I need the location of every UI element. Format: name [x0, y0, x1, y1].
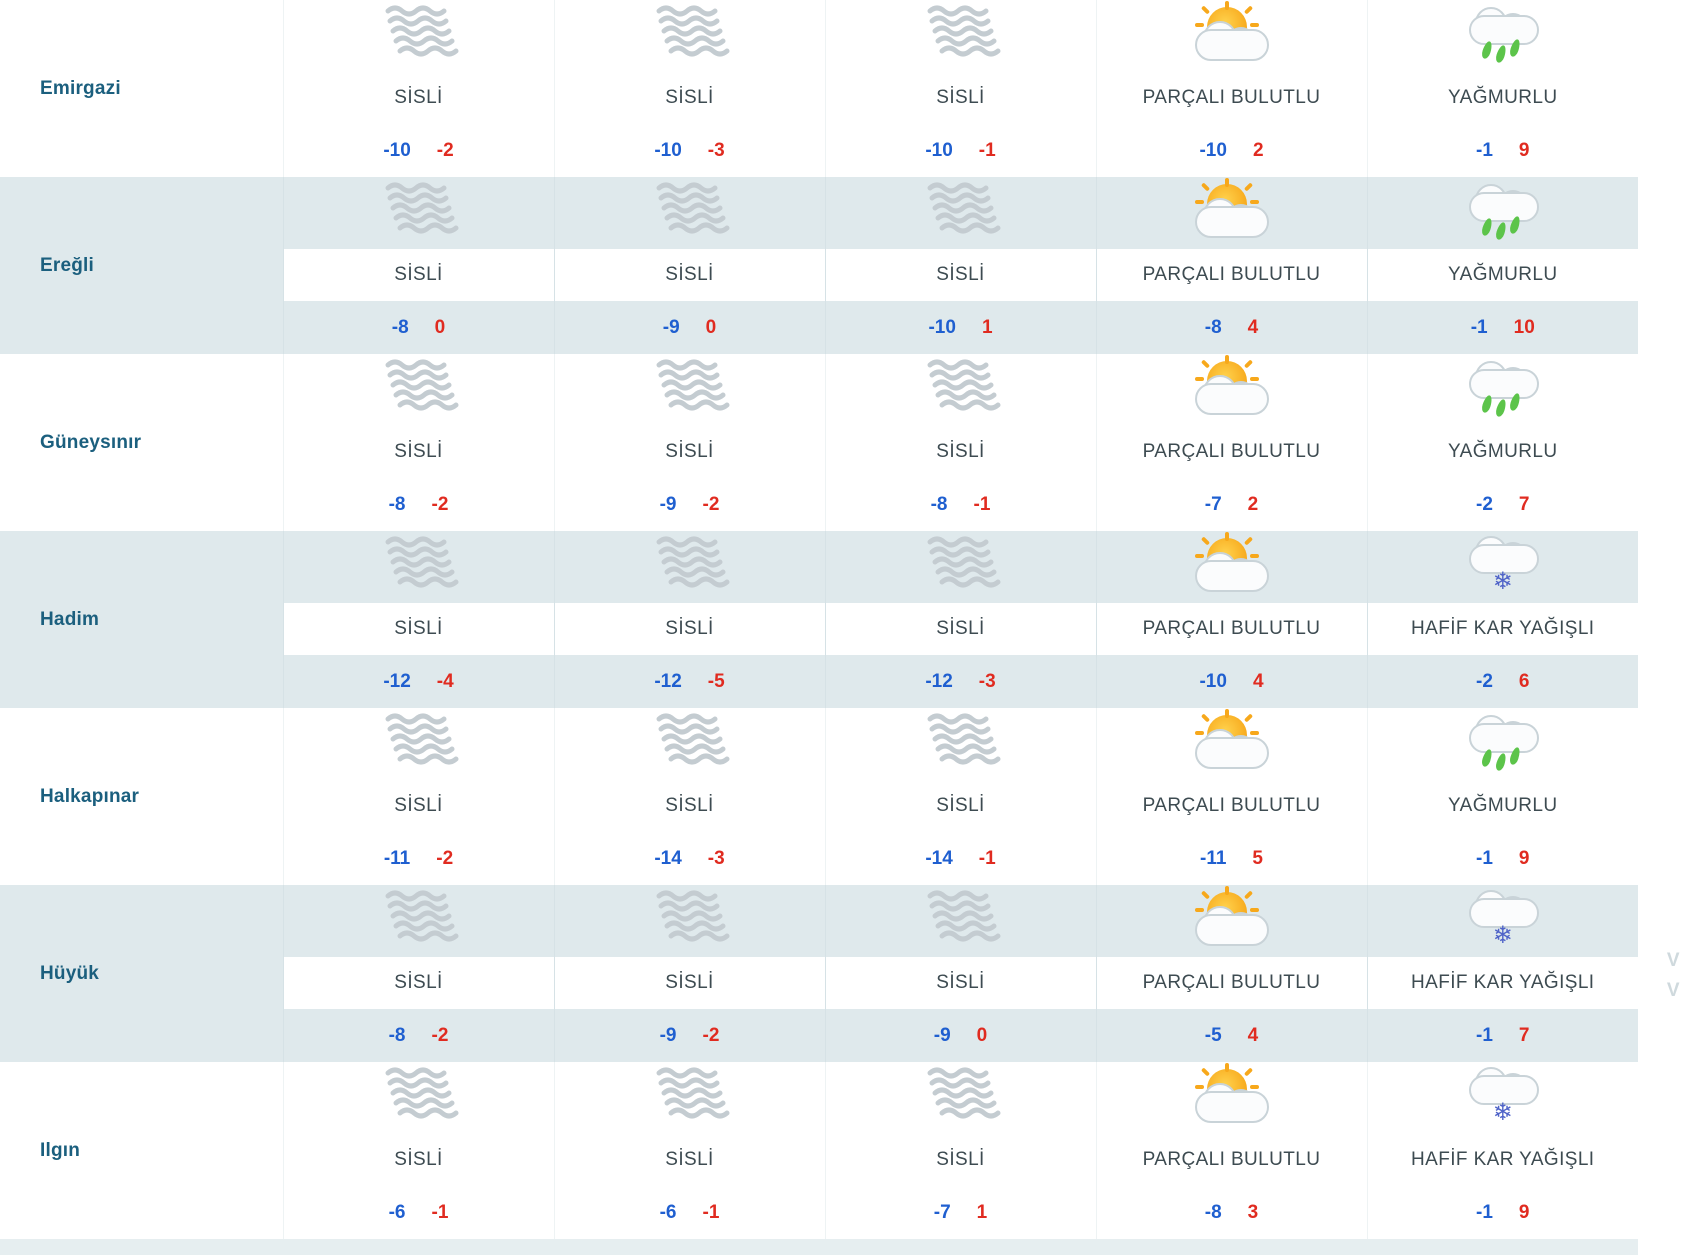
- fog-icon: [653, 359, 727, 421]
- max-temperature: -1: [978, 139, 996, 161]
- fog-icon: [653, 1067, 727, 1129]
- edge-label-line1: V: [1666, 950, 1680, 971]
- weather-description: PARÇALI BULUTLU: [1142, 1149, 1321, 1170]
- forecast-cell: [825, 177, 1096, 354]
- min-temperature: -11: [1200, 847, 1227, 869]
- forecast-cell: [825, 354, 1096, 531]
- partly-cloudy-icon: [1189, 182, 1275, 244]
- min-temperature: -6: [659, 1201, 677, 1223]
- forecast-cell: [554, 1062, 825, 1239]
- fog-icon: [924, 182, 998, 244]
- fog-icon: [924, 713, 998, 775]
- forecast-cell: [825, 885, 1096, 1062]
- table-row: [0, 708, 1638, 885]
- weather-icon-band: [826, 177, 1096, 249]
- temperature-band: [1368, 1009, 1639, 1062]
- max-temperature: -3: [707, 847, 725, 869]
- min-temperature: -14: [925, 847, 953, 869]
- weather-description: HAFİF KAR YAĞIŞLI: [1368, 957, 1639, 1009]
- weather-icon-band: [1368, 885, 1639, 957]
- weather-icon-band: [284, 531, 554, 603]
- temperature-band: [1368, 301, 1639, 354]
- weather-description: PARÇALI BULUTLU: [1097, 249, 1367, 301]
- min-temperature: -12: [925, 670, 953, 692]
- min-temperature: -9: [659, 1024, 677, 1046]
- fog-icon: [653, 182, 727, 244]
- min-temperature: -8: [1204, 1201, 1222, 1223]
- min-temperature: -1: [1476, 139, 1493, 161]
- fog-icon: [382, 713, 456, 775]
- snow-icon: ❄: [1463, 1067, 1543, 1129]
- weather-icon-band: [555, 354, 825, 426]
- rain-icon: [1463, 5, 1543, 67]
- max-temperature: -1: [973, 493, 991, 515]
- table-row: [0, 531, 1638, 708]
- min-temperature: -2: [1476, 493, 1493, 515]
- fog-icon: [382, 182, 456, 244]
- forecast-cell: [825, 1062, 1096, 1239]
- rain-icon: [1463, 713, 1543, 775]
- weather-description: SİSLİ: [936, 87, 985, 108]
- max-temperature: -3: [707, 139, 725, 161]
- table-row: [0, 0, 1638, 177]
- weather-description: SİSLİ: [665, 795, 714, 816]
- temperature-band: [284, 1186, 554, 1239]
- weather-icon-band: [1097, 708, 1367, 780]
- min-temperature: -8: [388, 1024, 406, 1046]
- weather-icon-band: [284, 885, 554, 957]
- max-temperature: -3: [978, 670, 996, 692]
- max-temperature: 9: [1518, 1201, 1530, 1223]
- table-row: [0, 177, 1638, 354]
- weather-icon-band: [826, 0, 1096, 72]
- forecast-cell: [1096, 177, 1367, 354]
- temperature-band: [284, 655, 554, 708]
- temperature-band: [284, 478, 554, 531]
- weather-description: PARÇALI BULUTLU: [1142, 795, 1321, 816]
- temperature-band: [1097, 124, 1367, 177]
- fog-icon: [382, 1067, 456, 1129]
- city-name[interactable]: Hadim: [0, 531, 283, 708]
- max-temperature: 2: [1252, 139, 1264, 161]
- weather-icon-band: [826, 885, 1096, 957]
- weather-description: PARÇALI BULUTLU: [1097, 603, 1367, 655]
- weather-icon-band: [1097, 177, 1367, 249]
- weather-description: SİSLİ: [826, 957, 1096, 1009]
- temperature-band: [1097, 832, 1367, 885]
- weather-icon-band: [1097, 354, 1367, 426]
- max-temperature: 5: [1252, 847, 1263, 869]
- weather-description: SİSLİ: [284, 957, 554, 1009]
- forecast-cell: [1367, 885, 1638, 1062]
- max-temperature: 4: [1247, 316, 1259, 338]
- min-temperature: -1: [1476, 1024, 1493, 1046]
- forecast-cell: [554, 531, 825, 708]
- max-temperature: 3: [1247, 1201, 1259, 1223]
- max-temperature: 0: [976, 1024, 988, 1046]
- temperature-band: [1368, 655, 1639, 708]
- table-row: [0, 354, 1638, 531]
- max-temperature: 4: [1247, 1024, 1259, 1046]
- max-temperature: -4: [436, 670, 454, 692]
- snow-icon: ❄: [1463, 536, 1543, 598]
- weather-icon-band: [1097, 1062, 1367, 1134]
- max-temperature: 6: [1518, 670, 1530, 692]
- forecast-cell: [283, 531, 554, 708]
- city-name[interactable]: Ereğli: [0, 177, 283, 354]
- city-name[interactable]: Ilgın: [0, 1062, 283, 1239]
- city-name[interactable]: Hüyük: [0, 885, 283, 1062]
- temperature-band: [1097, 655, 1367, 708]
- forecast-cell: [1096, 531, 1367, 708]
- min-temperature: -12: [654, 670, 682, 692]
- forecast-cell: [1367, 0, 1638, 177]
- max-temperature: 9: [1518, 847, 1530, 869]
- temperature-band: [555, 301, 825, 354]
- forecast-cell: [1096, 0, 1367, 177]
- fog-icon: [382, 536, 456, 598]
- max-temperature: -2: [431, 493, 449, 515]
- weather-icon-band: [1368, 177, 1639, 249]
- temperature-band: [826, 478, 1096, 531]
- weather-description: SİSLİ: [284, 249, 554, 301]
- weather-icon-band: [284, 0, 554, 72]
- forecast-cell: [554, 0, 825, 177]
- max-temperature: -1: [431, 1201, 449, 1223]
- max-temperature: -2: [702, 1024, 720, 1046]
- forecast-cell: [1367, 531, 1638, 708]
- max-temperature: 0: [434, 316, 446, 338]
- weather-icon-band: [1368, 708, 1639, 780]
- weather-description: SİSLİ: [826, 603, 1096, 655]
- weather-icon-band: [284, 1062, 554, 1134]
- forecast-cell: [1096, 354, 1367, 531]
- forecast-cell: [554, 885, 825, 1062]
- max-temperature: -1: [702, 1201, 720, 1223]
- weather-icon-band: [1368, 531, 1639, 603]
- forecast-cell: [554, 177, 825, 354]
- min-temperature: -1: [1476, 847, 1493, 869]
- forecast-cell: [1367, 1062, 1638, 1239]
- weather-icon-band: [284, 177, 554, 249]
- temperature-band: [1097, 1009, 1367, 1062]
- max-temperature: -2: [436, 847, 454, 869]
- weather-icon-band: [284, 708, 554, 780]
- forecast-cell: [283, 885, 554, 1062]
- forecast-cell: [554, 708, 825, 885]
- min-temperature: -1: [1476, 1201, 1493, 1223]
- min-temperature: -11: [383, 847, 411, 869]
- max-temperature: 7: [1518, 1024, 1530, 1046]
- weather-description: PARÇALI BULUTLU: [1142, 87, 1321, 108]
- forecast-cell: [283, 1062, 554, 1239]
- temperature-band: [826, 832, 1096, 885]
- min-temperature: -12: [383, 670, 411, 692]
- max-temperature: 2: [1247, 493, 1259, 515]
- max-temperature: 10: [1513, 316, 1535, 338]
- min-temperature: -1: [1470, 316, 1488, 338]
- forecast-cell: [283, 0, 554, 177]
- temperature-band: [1097, 478, 1367, 531]
- city-name[interactable]: Emirgazi: [0, 0, 283, 177]
- weather-description: YAĞMURLU: [1368, 249, 1639, 301]
- weather-description: YAĞMURLU: [1448, 87, 1558, 108]
- edge-label-line2: V: [1666, 980, 1680, 1001]
- city-name[interactable]: Halkapınar: [0, 708, 283, 885]
- min-temperature: -7: [933, 1201, 951, 1223]
- weather-description: SİSLİ: [665, 87, 714, 108]
- min-temperature: -7: [1204, 493, 1222, 515]
- weather-icon-band: [1368, 0, 1639, 72]
- forecast-cell: [283, 177, 554, 354]
- temperature-band: [826, 1186, 1096, 1239]
- partly-cloudy-icon: [1189, 359, 1275, 421]
- fog-icon: [653, 5, 727, 67]
- max-temperature: -1: [978, 847, 996, 869]
- max-temperature: -5: [707, 670, 725, 692]
- weather-description: SİSLİ: [555, 957, 825, 1009]
- city-name[interactable]: Güneysınır: [0, 354, 283, 531]
- min-temperature: -10: [654, 139, 682, 161]
- weather-description: YAĞMURLU: [1448, 441, 1558, 462]
- fog-icon: [924, 5, 998, 67]
- temperature-band: [1368, 1186, 1639, 1239]
- forecast-cell: [825, 531, 1096, 708]
- weather-description: SİSLİ: [555, 249, 825, 301]
- temperature-band: [284, 124, 554, 177]
- temperature-band: [1368, 124, 1639, 177]
- temperature-band: [826, 655, 1096, 708]
- fog-icon: [653, 713, 727, 775]
- max-temperature: 9: [1518, 139, 1530, 161]
- forecast-cell: [1367, 708, 1638, 885]
- weather-description: PARÇALI BULUTLU: [1097, 957, 1367, 1009]
- max-temperature: 4: [1252, 670, 1264, 692]
- rain-icon: [1463, 182, 1543, 244]
- partly-cloudy-icon: [1189, 713, 1275, 775]
- weather-description: SİSLİ: [936, 1149, 985, 1170]
- weather-icon-band: [1097, 0, 1367, 72]
- weather-icon-band: [826, 1062, 1096, 1134]
- max-temperature: 7: [1518, 493, 1530, 515]
- weather-description: SİSLİ: [394, 795, 443, 816]
- weather-icon-band: [555, 1062, 825, 1134]
- forecast-cell: [283, 708, 554, 885]
- weather-icon-band: [555, 0, 825, 72]
- weather-description: SİSLİ: [936, 441, 985, 462]
- rain-icon: [1463, 359, 1543, 421]
- fog-icon: [382, 5, 456, 67]
- max-temperature: -2: [702, 493, 720, 515]
- fog-icon: [653, 890, 727, 952]
- temperature-band: [555, 124, 825, 177]
- min-temperature: -9: [933, 1024, 951, 1046]
- temperature-band: [555, 478, 825, 531]
- weather-description: SİSLİ: [665, 1149, 714, 1170]
- forecast-cell: [825, 708, 1096, 885]
- temperature-band: [555, 1186, 825, 1239]
- temperature-band: [284, 1009, 554, 1062]
- min-temperature: -8: [930, 493, 948, 515]
- min-temperature: -8: [1204, 316, 1222, 338]
- weather-icon-band: [555, 885, 825, 957]
- weather-description: SİSLİ: [394, 1149, 443, 1170]
- forecast-cell: [1367, 354, 1638, 531]
- weather-icon-band: [555, 708, 825, 780]
- min-temperature: -10: [1199, 139, 1227, 161]
- fog-icon: [924, 359, 998, 421]
- forecast-cell: [1367, 177, 1638, 354]
- forecast-cell: [1096, 885, 1367, 1062]
- min-temperature: -9: [659, 493, 677, 515]
- min-temperature: -8: [391, 316, 409, 338]
- forecast-cell: [554, 354, 825, 531]
- snow-icon: ❄: [1463, 890, 1543, 952]
- temperature-band: [1368, 478, 1639, 531]
- weather-description: YAĞMURLU: [1448, 795, 1558, 816]
- temperature-band: [284, 832, 554, 885]
- temperature-band: [1097, 1186, 1367, 1239]
- min-temperature: -5: [1204, 1024, 1222, 1046]
- fog-icon: [924, 536, 998, 598]
- max-temperature: 1: [976, 1201, 988, 1223]
- weather-description: SİSLİ: [394, 441, 443, 462]
- weather-description: HAFİF KAR YAĞIŞLI: [1368, 603, 1639, 655]
- partly-cloudy-icon: [1189, 536, 1275, 598]
- max-temperature: -2: [431, 1024, 449, 1046]
- partly-cloudy-icon: [1189, 1067, 1275, 1129]
- weather-description: PARÇALI BULUTLU: [1142, 441, 1321, 462]
- temperature-band: [555, 832, 825, 885]
- max-temperature: 0: [705, 316, 717, 338]
- weather-icon-band: [826, 531, 1096, 603]
- max-temperature: -2: [436, 139, 454, 161]
- weather-icon-band: [1368, 354, 1639, 426]
- weather-icon-band: [284, 354, 554, 426]
- temperature-band: [826, 1009, 1096, 1062]
- min-temperature: -9: [662, 316, 680, 338]
- partly-cloudy-icon: [1189, 890, 1275, 952]
- fog-icon: [382, 890, 456, 952]
- table-row: [0, 885, 1638, 1062]
- weather-icon-band: [826, 354, 1096, 426]
- min-temperature: -10: [383, 139, 411, 161]
- min-temperature: -10: [925, 139, 953, 161]
- fog-icon: [924, 890, 998, 952]
- min-temperature: -8: [388, 493, 406, 515]
- temperature-band: [826, 301, 1096, 354]
- temperature-band: [555, 1009, 825, 1062]
- weather-icon-band: [1097, 531, 1367, 603]
- weather-icon-band: [555, 531, 825, 603]
- weather-description: SİSLİ: [665, 441, 714, 462]
- min-temperature: -14: [654, 847, 682, 869]
- temperature-band: [1368, 832, 1639, 885]
- forecast-cell: [283, 354, 554, 531]
- min-temperature: -10: [928, 316, 956, 338]
- weather-description: HAFİF KAR YAĞIŞLI: [1411, 1149, 1595, 1170]
- max-temperature: 1: [981, 316, 993, 338]
- weather-description: SİSLİ: [284, 603, 554, 655]
- weather-icon-band: [1097, 885, 1367, 957]
- weather-icon-band: [555, 177, 825, 249]
- temperature-band: [1097, 301, 1367, 354]
- fog-icon: [382, 359, 456, 421]
- temperature-band: [284, 301, 554, 354]
- weather-icon-band: [826, 708, 1096, 780]
- forecast-cell: [1096, 708, 1367, 885]
- weather-description: SİSLİ: [826, 249, 1096, 301]
- table-bottom-cutoff: [0, 1239, 1638, 1255]
- forecast-cell: [1096, 1062, 1367, 1239]
- min-temperature: -6: [388, 1201, 406, 1223]
- fog-icon: [924, 1067, 998, 1129]
- table-row: [0, 1062, 1638, 1239]
- temperature-band: [555, 655, 825, 708]
- min-temperature: -2: [1476, 670, 1493, 692]
- temperature-band: [826, 124, 1096, 177]
- weather-description: SİSLİ: [555, 603, 825, 655]
- weather-description: SİSLİ: [936, 795, 985, 816]
- fog-icon: [653, 536, 727, 598]
- weather-description: SİSLİ: [394, 87, 443, 108]
- weather-icon-band: [1368, 1062, 1639, 1134]
- partly-cloudy-icon: [1189, 5, 1275, 67]
- min-temperature: -10: [1199, 670, 1227, 692]
- forecast-cell: [825, 0, 1096, 177]
